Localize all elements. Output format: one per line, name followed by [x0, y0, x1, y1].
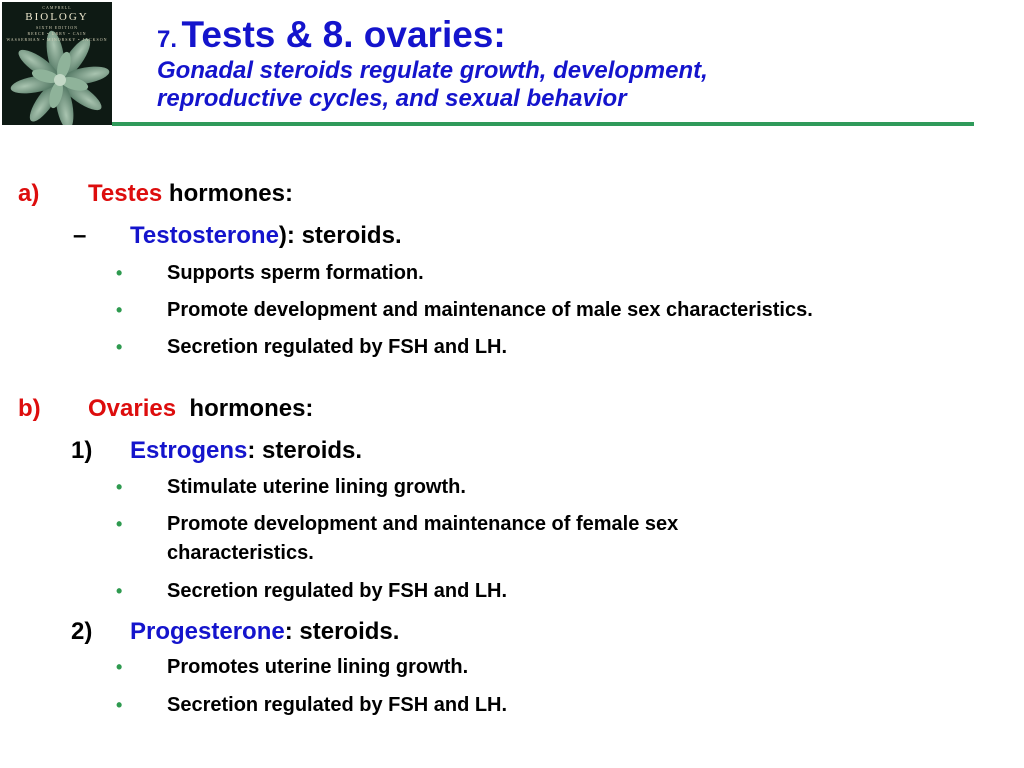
- section-a-text: [88, 180, 293, 208]
- dash-marker: –: [73, 222, 87, 249]
- item-1-marker: 1): [71, 437, 93, 464]
- section-a-term: Testes: [88, 180, 163, 207]
- slide-subtitle: [157, 57, 917, 113]
- section-a-rest: hormones:: [162, 180, 293, 207]
- bullet-icon: •: [116, 337, 123, 357]
- bullet-text: Promote development and maintenance of female sex: [167, 513, 679, 535]
- section-b-text: [88, 395, 313, 423]
- bullet-text: Secretion regulated by FSH and LH.: [167, 580, 508, 602]
- item-2-marker: 2): [71, 618, 93, 645]
- bullet-icon: •: [116, 514, 123, 534]
- slide-title: [157, 14, 506, 56]
- bullet-text: Supports sperm formation.: [167, 262, 424, 284]
- bullet-icon: •: [116, 695, 123, 715]
- testosterone-text: [130, 222, 402, 250]
- bullet-icon: •: [116, 263, 123, 283]
- bullet-text: Secretion regulated by FSH and LH.: [167, 694, 508, 716]
- bullet-icon: •: [116, 657, 123, 677]
- title-number: 7.: [157, 26, 178, 53]
- section-a-marker: a): [18, 180, 40, 207]
- estrogens-rest: : steroids.: [247, 437, 363, 464]
- cover-title: BIOLOGY: [25, 11, 89, 23]
- subtitle-line-1: Gonadal steroids regulate growth, development,: [157, 57, 708, 84]
- bullet-icon: •: [116, 581, 123, 601]
- section-b-term: Ovaries: [88, 395, 177, 422]
- testosterone-term: Testosterone: [130, 222, 279, 249]
- bullet-icon: •: [116, 300, 123, 320]
- bullet-text: Promotes uterine lining growth.: [167, 656, 469, 678]
- section-b-rest: hormones:: [176, 395, 314, 422]
- title-divider: [112, 122, 974, 126]
- cover-authors-line1: REECE • URRY • CAIN: [27, 31, 87, 36]
- bullet-text: Promote development and maintenance of male sex characteristics.: [167, 299, 813, 321]
- progesterone-term: Progesterone: [130, 618, 285, 645]
- book-cover-image: [2, 2, 112, 125]
- progesterone-text: [130, 618, 399, 646]
- cover-edition: SIXTH EDITION: [36, 25, 78, 30]
- bullet-text: Secretion regulated by FSH and LH.: [167, 336, 508, 358]
- section-b-marker: b): [18, 395, 41, 422]
- title-main: Tests & 8. ovaries:: [181, 14, 506, 55]
- estrogens-text: [130, 437, 362, 465]
- testosterone-rest: ): steroids.: [278, 222, 402, 249]
- estrogens-term: Estrogens: [130, 437, 248, 464]
- bullet-icon: •: [116, 477, 123, 497]
- progesterone-rest: : steroids.: [284, 618, 400, 645]
- cover-authors-line2: WASSERMAN • MINORSKY • JACKSON: [6, 37, 108, 42]
- subtitle-line-2: reproductive cycles, and sexual behavior: [157, 85, 627, 112]
- bullet-text: characteristics.: [167, 542, 314, 564]
- cover-publisher: CAMPBELL: [42, 5, 72, 10]
- bullet-text: Stimulate uterine lining growth.: [167, 476, 466, 498]
